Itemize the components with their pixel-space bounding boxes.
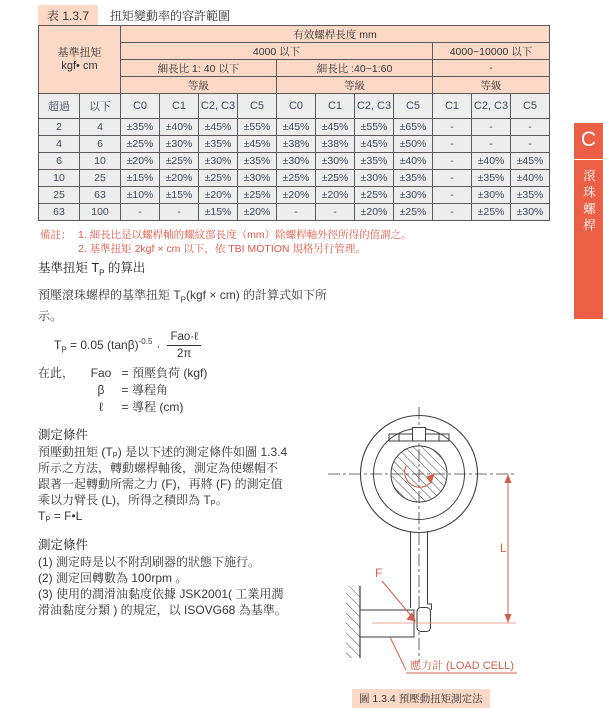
table-cell: ±20% <box>355 204 394 221</box>
table-cell: ±25% <box>160 153 199 170</box>
table-cell: 25 <box>80 170 121 187</box>
fraction: $\frac{\text{Fao·ℓ}}{2\pi}$ <box>167 329 200 362</box>
table-cell: 63 <box>39 204 80 221</box>
header-effective-length: 有效螺桿長度 mm <box>121 26 550 43</box>
table-cell: 6 <box>80 136 121 153</box>
table-cell: ±20% <box>238 204 277 221</box>
table-cell: ±45% <box>316 119 355 136</box>
figure-caption: 圖 1.3.4 預壓動扭矩測定法 <box>352 689 490 708</box>
table-cell: ±38% <box>277 136 316 153</box>
table-cell: ±45% <box>199 119 238 136</box>
label-loadcell: 應力計 (LOAD CELL) <box>410 660 514 672</box>
table-cell: - <box>277 204 316 221</box>
text-line: (1) 測定時是以不附刮刷器的狀態下施行。 <box>38 554 261 569</box>
table-cell: ±50% <box>394 136 433 153</box>
table-cell: ±40% <box>160 119 199 136</box>
footnote-label: 備註： <box>40 229 72 241</box>
header-slender-b: 細長比 :40~1:60 <box>277 60 433 77</box>
table-cell: ±20% <box>199 187 238 204</box>
table-cell: ±25% <box>199 170 238 187</box>
table-cell: ±25% <box>394 204 433 221</box>
table-cell: ±25% <box>121 136 160 153</box>
table-cell: 10 <box>39 170 80 187</box>
text-line: (3) 使用的潤滑油黏度依據 JSK2001( 工業用潤 <box>38 586 284 601</box>
where-line: β = 導程角 <box>97 382 169 397</box>
header-grade-b: 等級 <box>277 77 433 94</box>
table-cell: ±25% <box>472 204 511 221</box>
corner-line2: kgf• cm <box>61 59 98 72</box>
table-cell: ±15% <box>121 170 160 187</box>
text-line: 乘以力臂長 (L)，所得之積即為 Tₚ。 <box>38 492 228 507</box>
table-cell: 100 <box>80 204 121 221</box>
grade-header-cell: C5 <box>238 94 277 119</box>
table-title-text: 扭矩變動率的容許範圍 <box>110 9 231 23</box>
header-slender-a: 細長比 1: 40 以下 <box>121 60 277 77</box>
table-row <box>39 119 550 136</box>
text-line: 預壓動扭矩 (Tₚ) 是以下述的測定條件如圖 1.3.4 <box>38 444 288 459</box>
loadcell-leader <box>390 637 517 673</box>
header-slender-c: - <box>433 60 550 77</box>
section-tab <box>574 123 603 319</box>
header-under: 以下 <box>80 94 121 119</box>
table-cell: ±35% <box>472 170 511 187</box>
grade-header-cell: C2, C3 <box>472 94 511 119</box>
conditions1-heading: 測定條件 <box>38 427 89 442</box>
grade-header-cell: C0 <box>277 94 316 119</box>
table-cell: ±35% <box>355 153 394 170</box>
table-cell: ±35% <box>121 119 160 136</box>
table-cell: ±30% <box>472 187 511 204</box>
wall <box>346 586 360 658</box>
table-cell: ±40% <box>511 170 550 187</box>
table-cell: ±15% <box>199 204 238 221</box>
text-line: 1. 細長比是以螺桿軸的螺紋部長度（mm）除螺桿軸外徑所得的值謂之。 <box>78 229 412 241</box>
table-cell: ±15% <box>160 187 199 204</box>
table-cell: ±40% <box>394 153 433 170</box>
load-cell <box>360 610 414 637</box>
where-line: ℓ = 導程 (cm) <box>99 399 184 414</box>
header-grade-c: 等級 <box>433 77 550 94</box>
table-cell: ±30% <box>238 170 277 187</box>
table-cell: - <box>433 187 472 204</box>
table-cell: 4 <box>80 119 121 136</box>
table-cell: 4 <box>39 136 80 153</box>
label-F: F <box>375 566 383 580</box>
conditions1-text <box>38 444 338 524</box>
torque-measurement-diagram <box>325 402 577 714</box>
text-line: 2. 基準扭矩 2kgf × cm 以下，依 TBI MOTION 規格另行管理。 <box>78 242 366 255</box>
table-cell: ±45% <box>355 136 394 153</box>
table-cell: ±30% <box>277 153 316 170</box>
text-line: 滑油黏度分類 ) 的規定，以 ISOVG68 為基準。 <box>38 602 287 617</box>
table-cell: ±35% <box>238 153 277 170</box>
header-group-4000-10000: 4000~10000 以下 <box>433 43 550 60</box>
table-cell: ±40% <box>472 153 511 170</box>
table-cell: 6 <box>39 153 80 170</box>
corner-cell <box>39 26 121 94</box>
grade-header-cell: C5 <box>394 94 433 119</box>
torque-tolerance-table <box>38 25 550 221</box>
table-cell: ±55% <box>355 119 394 136</box>
header-group-4000: 4000 以下 <box>121 43 433 60</box>
table-cell: - <box>472 136 511 153</box>
table-cell: ±65% <box>394 119 433 136</box>
grade-header-cell: C2, C3 <box>355 94 394 119</box>
table-cell: ±45% <box>238 136 277 153</box>
table-cell: 63 <box>80 187 121 204</box>
table-row <box>39 153 550 170</box>
table-cell: ±20% <box>277 187 316 204</box>
table-row <box>39 136 550 153</box>
contact-pin <box>417 608 431 632</box>
table-cell: - <box>472 119 511 136</box>
table-cell: ±45% <box>277 119 316 136</box>
table-cell: ±30% <box>394 187 433 204</box>
grade-header-cell: C0 <box>121 94 160 119</box>
table-cell: ±25% <box>316 170 355 187</box>
table-cell: ±25% <box>355 187 394 204</box>
table-cell: ±30% <box>160 136 199 153</box>
table-cell: - <box>433 170 472 187</box>
table-cell: ±30% <box>511 204 550 221</box>
table-cell: ±45% <box>511 153 550 170</box>
table-cell: ±30% <box>355 170 394 187</box>
grade-header-cell: C1 <box>433 94 472 119</box>
table-cell: - <box>433 136 472 153</box>
table-cell: - <box>160 204 199 221</box>
corner-line1: 基準扭矩 <box>57 46 102 59</box>
torque-formula: $T_P = 0.05$ $(\tan\beta)^{-0.5}$ · $\frac{\text{Fao·ℓ}}{2\pi}$ <box>54 331 338 361</box>
text-line: (2) 測定回轉數為 100rpm 。 <box>38 570 188 585</box>
table-cell: ±20% <box>121 153 160 170</box>
text-line: Tₚ = F•L <box>38 508 83 523</box>
table-cell: 25 <box>39 187 80 204</box>
table-cell: ±10% <box>121 187 160 204</box>
screw-shaft-section <box>391 446 447 502</box>
body-text-column <box>38 260 338 618</box>
table-cell: - <box>433 204 472 221</box>
tab-divider <box>574 159 603 160</box>
table-cell: 10 <box>80 153 121 170</box>
torque-arm <box>411 531 432 610</box>
table-cell: - <box>511 119 550 136</box>
table-cell: ±35% <box>511 187 550 204</box>
table-cell: - <box>121 204 160 221</box>
where-line: 在此， Fao = 預壓負荷 (kgf) <box>38 365 208 380</box>
section-title-vertical: 滾珠螺桿 <box>581 169 596 235</box>
table-cell: ±20% <box>316 187 355 204</box>
table-cell: 2 <box>39 119 80 136</box>
table-cell: ±25% <box>277 170 316 187</box>
conditions2-list <box>38 554 338 618</box>
conditions2-heading: 測定條件 <box>38 537 89 552</box>
calc-intro: 預壓滾珠螺桿的基準扭矩 $T_P(kgf \times cm)$ 的計算式如下所示。 <box>38 287 328 323</box>
table-cell: ±20% <box>160 170 199 187</box>
text-line: 跟著一起轉動所需之力 (F)，再將 (F) 的測定值 <box>38 476 283 491</box>
grade-header-row <box>39 94 550 119</box>
table-cell: - <box>511 136 550 153</box>
grade-header-cell: C2, C3 <box>199 94 238 119</box>
grade-header-cell: C1 <box>160 94 199 119</box>
table-number-tag: 表 1.3.7 <box>38 5 98 26</box>
nut-key-detail <box>389 428 449 442</box>
label-L: L <box>500 541 507 555</box>
table-cell: ±30% <box>316 153 355 170</box>
table-cell: ±35% <box>199 136 238 153</box>
table-row <box>39 187 550 204</box>
footnotes <box>40 229 510 256</box>
calc-heading: 基準扭矩 $T_P$ 的算出 <box>38 261 146 278</box>
table-cell: - <box>433 119 472 136</box>
table-cell: ±25% <box>238 187 277 204</box>
grade-header-cell: C5 <box>511 94 550 119</box>
table-cell: ±30% <box>199 153 238 170</box>
header-grade-a: 等級 <box>121 77 277 94</box>
table-row <box>39 204 550 221</box>
table-cell: - <box>433 153 472 170</box>
footnote-lines <box>78 229 412 256</box>
where-block <box>38 365 338 416</box>
section-letter: C <box>580 128 597 151</box>
table-title-row <box>38 5 230 26</box>
table-cell: ±55% <box>238 119 277 136</box>
table-cell: ±38% <box>316 136 355 153</box>
text-line: 所示之方法，轉動螺桿軸後，測定為使螺帽不 <box>38 460 279 475</box>
grade-header-cell: C1 <box>316 94 355 119</box>
table-row <box>39 170 550 187</box>
header-over: 超過 <box>39 94 80 119</box>
dimension-L <box>500 474 512 623</box>
table-cell: ±35% <box>394 170 433 187</box>
table-cell: - <box>316 204 355 221</box>
